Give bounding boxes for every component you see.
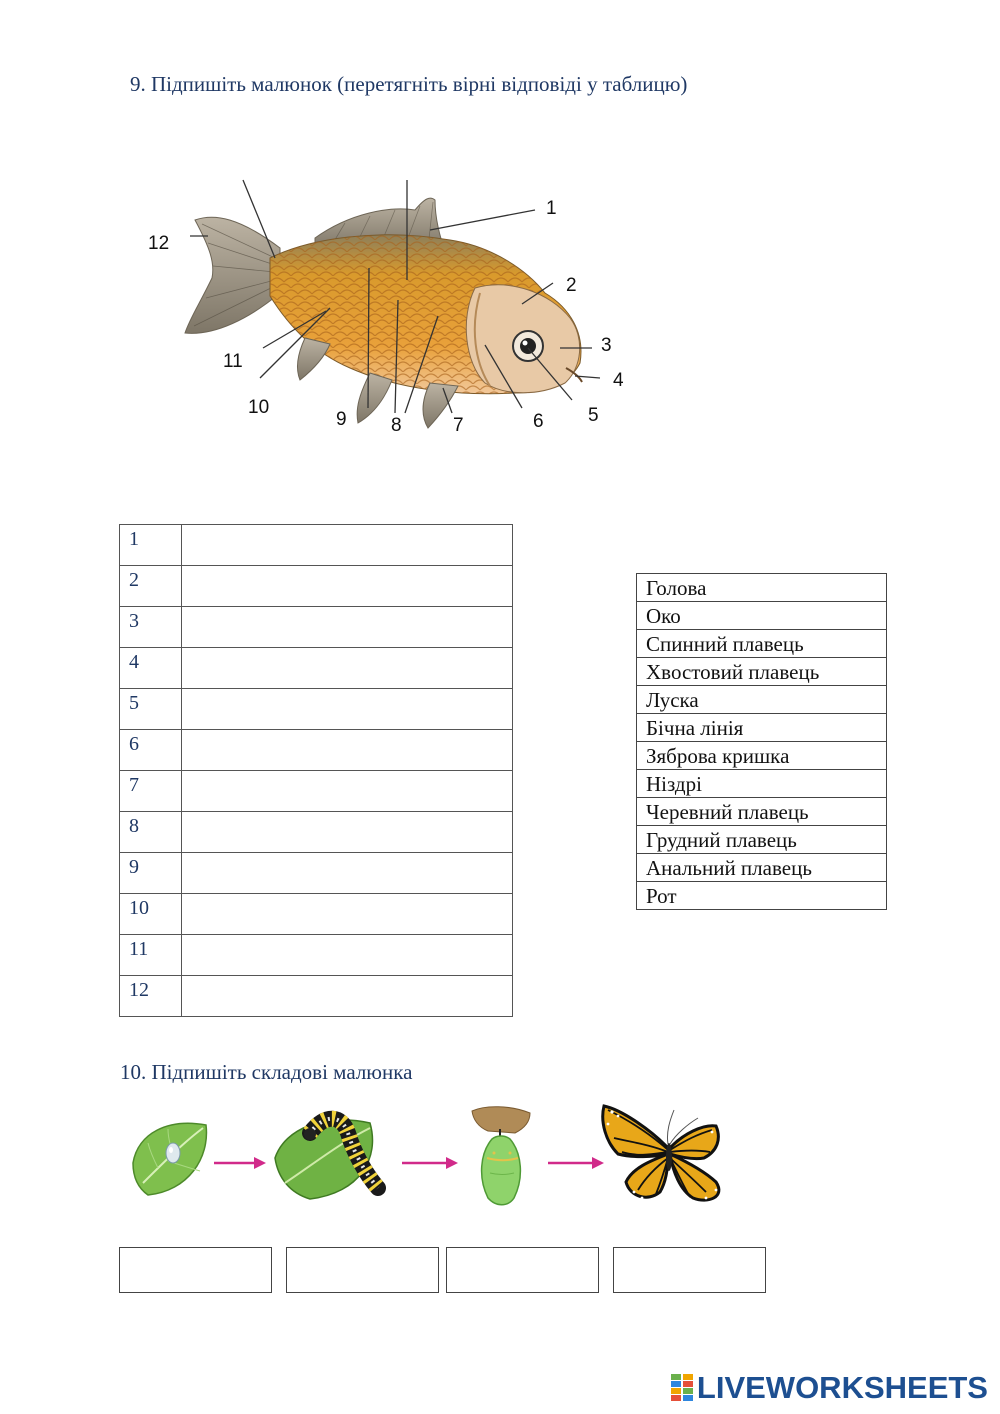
table-row [120,648,513,689]
row-number: 7 [120,771,182,812]
word-option-dorsal-fin[interactable]: Спинний плавець [637,630,887,658]
stage-answer-box-1[interactable] [119,1247,272,1293]
answer-cell[interactable] [181,812,512,853]
arrow-icon [214,1156,266,1170]
row-number: 1 [120,525,182,566]
task-9-title: 9. Підпишіть малюнок (перетягніть вірні відповіді у таблицю) [130,72,688,96]
liveworksheets-logo-icon [671,1374,693,1402]
table-row [120,607,513,648]
table-row [120,853,513,894]
stage-answer-box-3[interactable] [446,1247,599,1293]
anal-fin [298,338,330,380]
answer-cell[interactable] [181,853,512,894]
answer-cell[interactable] [181,689,512,730]
fish-illustration [185,198,582,428]
table-row [120,771,513,812]
word-option-head[interactable]: Голова [637,574,887,602]
fish-label-4: 4 [613,370,624,391]
table-row [120,525,513,566]
caterpillar-image [270,1103,388,1203]
answer-cell[interactable] [181,894,512,935]
word-option-lateral-line[interactable]: Бічна лінія [637,714,887,742]
row-number: 2 [120,566,182,607]
liveworksheets-brand [671,1370,988,1406]
fish-label-10: 10 [248,397,270,418]
butterfly-image [598,1102,736,1208]
word-option-gill-cover[interactable]: Зяброва кришка [637,742,887,770]
row-number: 4 [120,648,182,689]
answer-cell[interactable] [181,730,512,771]
answer-cell[interactable] [181,525,512,566]
fish-label-3: 3 [601,335,612,356]
ventral-fin [357,373,392,423]
row-number: 9 [120,853,182,894]
word-option-pectoral-fin[interactable]: Грудний плавець [637,826,887,854]
chrysalis-image [470,1103,532,1209]
fish-label-5: 5 [588,405,599,426]
table-row [120,976,513,1017]
fish-label-12: 12 [148,233,170,254]
task-10-title: 10. Підпишіть складові малюнка [120,1060,413,1084]
table-row [120,689,513,730]
stage-answer-box-2[interactable] [286,1247,439,1293]
answer-cell[interactable] [181,648,512,689]
word-option-anal-fin[interactable]: Анальний плавець [637,854,887,882]
word-bank [636,573,887,910]
fish-label-11: 11 [223,351,243,372]
row-number: 6 [120,730,182,771]
word-option-tail-fin[interactable]: Хвостовий плавець [637,658,887,686]
word-option-scales[interactable]: Луска [637,686,887,714]
answer-cell[interactable] [181,935,512,976]
answer-table [119,524,513,1017]
row-number: 12 [120,976,182,1017]
fish-label-7: 7 [453,415,464,436]
table-row [120,935,513,976]
fish-label-2: 2 [566,275,577,296]
row-number: 3 [120,607,182,648]
word-option-mouth[interactable]: Рот [637,882,887,910]
answer-cell[interactable] [181,566,512,607]
egg-on-leaf-image [128,1113,213,1198]
arrow-icon [548,1156,604,1170]
answer-cell[interactable] [181,607,512,648]
row-number: 10 [120,894,182,935]
fish-label-9: 9 [336,409,347,430]
table-row [120,566,513,607]
answer-cell[interactable] [181,771,512,812]
word-option-nostrils[interactable]: Ніздрі [637,770,887,798]
fish-label-8: 8 [391,415,402,436]
table-row [120,894,513,935]
fish-label-6: 6 [533,411,544,432]
row-number: 5 [120,689,182,730]
stage-answer-box-4[interactable] [613,1247,766,1293]
table-row [120,730,513,771]
fish-diagram [130,168,650,458]
word-option-ventral-fin[interactable]: Черевний плавець [637,798,887,826]
row-number: 8 [120,812,182,853]
word-option-eye[interactable]: Око [637,602,887,630]
row-number: 11 [120,935,182,976]
brand-name: LIVEWORKSHEETS [696,1370,988,1405]
answer-cell[interactable] [181,976,512,1017]
table-row [120,812,513,853]
fish-label-1: 1 [546,198,557,219]
arrow-icon [402,1156,458,1170]
